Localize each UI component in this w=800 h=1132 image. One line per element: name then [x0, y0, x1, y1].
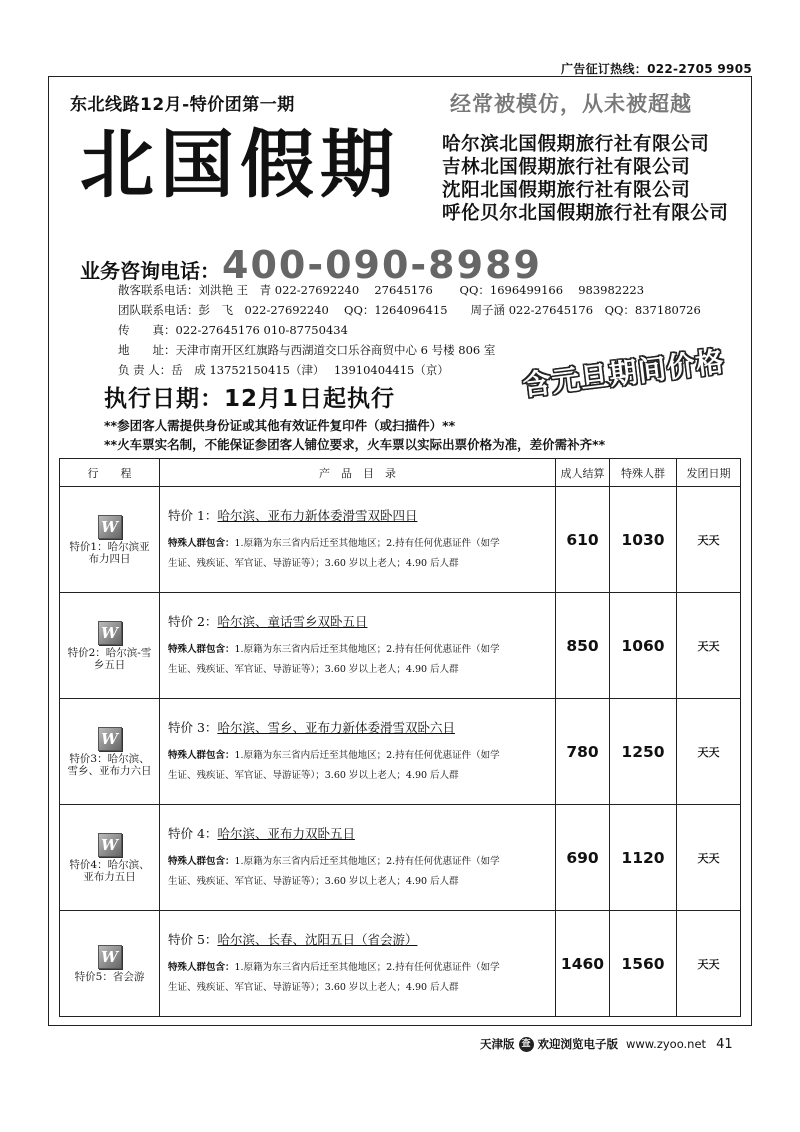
special-price: 1560 [610, 911, 677, 1017]
contact-line: 散客联系电话：刘洪艳 王 青 022-27692240 27645176 QQ：1696499166 983982223 [118, 283, 645, 297]
tour-cell[interactable] [60, 911, 160, 1017]
desc-line: 1.原籍为东三省内后迁至其他地区；2.持有任何优惠证件（如学 [234, 961, 500, 973]
col-header-product: 产 品 目 录 [160, 459, 556, 487]
product-title [168, 824, 547, 842]
product-cell [160, 593, 556, 699]
desc-line: 1.原籍为东三省内后迁至其他地区；2.持有任何优惠证件（如学 [234, 643, 500, 655]
tour-label: 特价4：哈尔滨、亚布力五日 [69, 858, 150, 883]
contact-line: 团队联系电话：彭 飞 022-27692240 QQ：1264096415 周子涵 022-27645176 QQ：837180726 [118, 303, 701, 317]
slogan: 经常被模仿，从未被超越 [450, 92, 692, 116]
product-cell [160, 487, 556, 593]
company-name: 哈尔滨北国假期旅行社有限公司 [442, 134, 710, 155]
note-line: **参团客人需提供身份证或其他有效证件复印件（或扫描件）** [104, 418, 456, 433]
word-document-icon[interactable]: W [98, 945, 122, 969]
adult-price: 610 [556, 487, 610, 593]
product-name: 哈尔滨、亚布力新体委滑雪双卧四日 [217, 507, 418, 523]
product-desc [168, 746, 547, 786]
product-desc [168, 534, 547, 574]
desc-line: 生证、残疾证、军官证、导游证等）；3.60 岁以上老人；4.90 后人群 [168, 769, 459, 781]
footer-url[interactable]: www.zyoo.net [626, 1037, 707, 1051]
product-prefix: 特价 5： [168, 931, 218, 947]
table-row [60, 593, 741, 699]
tour-cell[interactable] [60, 487, 160, 593]
product-name: 哈尔滨、长春、沈阳五日（省会游） [217, 931, 418, 947]
product-desc [168, 852, 547, 892]
adult-price: 780 [556, 699, 610, 805]
desc-label: 特殊人群包含： [168, 855, 235, 867]
adult-price: 690 [556, 805, 610, 911]
tour-cell[interactable] [60, 805, 160, 911]
product-name: 哈尔滨、雪乡、亚布力新体委滑雪双卧六日 [217, 719, 455, 735]
product-prefix: 特价 1： [168, 507, 218, 523]
adult-price: 850 [556, 593, 610, 699]
special-price: 1030 [610, 487, 677, 593]
consult-label: 业务咨询电话： [80, 259, 220, 283]
notes [104, 416, 605, 454]
desc-label: 特殊人群包含： [168, 749, 235, 761]
table-row [60, 699, 741, 805]
consult-phone[interactable]: 400-090-8989 [222, 243, 542, 287]
product-prefix: 特价 3： [168, 719, 218, 735]
page-number: 41 [716, 1036, 733, 1052]
product-title [168, 612, 547, 630]
desc-line: 1.原籍为东三省内后迁至其他地区；2.持有任何优惠证件（如学 [234, 749, 500, 761]
ad-hotline: 广告征订热线：022-2705 9905 [560, 62, 752, 76]
desc-line: 生证、残疾证、军官证、导游证等）；3.60 岁以上老人；4.90 后人群 [168, 981, 459, 993]
departure: 天天 [677, 593, 741, 699]
tour-cell[interactable] [60, 699, 160, 805]
contact-line: 传 真：022-27645176 010-87750434 [118, 323, 348, 337]
special-price: 1120 [610, 805, 677, 911]
company-list [442, 133, 729, 225]
product-title [168, 930, 547, 948]
table-header-row [60, 459, 741, 487]
tour-label: 特价5：省会游 [74, 970, 145, 983]
departure: 天天 [677, 911, 741, 1017]
tour-cell[interactable] [60, 593, 160, 699]
company-name: 吉林北国假期旅行社有限公司 [442, 157, 691, 178]
company-name: 呼伦贝尔北国假期旅行社有限公司 [442, 203, 729, 224]
desc-line: 生证、残疾证、军官证、导游证等）；3.60 岁以上老人；4.90 后人群 [168, 557, 459, 569]
tour-label: 特价1：哈尔滨亚布力四日 [69, 540, 150, 565]
tour-label: 特价2：哈尔滨-雪乡五日 [67, 646, 152, 671]
word-document-icon[interactable]: W [98, 621, 122, 645]
special-price: 1060 [610, 593, 677, 699]
issue-title: 东北线路12月-特价团第一期 [70, 95, 295, 115]
brand-name: 北国假期 [80, 122, 400, 208]
table-row [60, 805, 741, 911]
consult-line [80, 243, 542, 287]
footer-tagline: 欢迎浏览电子版 [537, 1037, 618, 1051]
desc-line: 生证、残疾证、军官证、导游证等）；3.60 岁以上老人；4.90 后人群 [168, 663, 459, 675]
product-cell [160, 911, 556, 1017]
departure: 天天 [677, 805, 741, 911]
product-name: 哈尔滨、童话雪乡双卧五日 [217, 613, 368, 629]
special-price: 1250 [610, 699, 677, 805]
product-prefix: 特价 2： [168, 613, 218, 629]
execution-date: 执行日期：12月1日起执行 [104, 386, 396, 412]
col-header-adult: 成人结算 [556, 459, 610, 487]
col-header-special: 特殊人群 [610, 459, 677, 487]
adult-price: 1460 [556, 911, 610, 1017]
desc-line: 1.原籍为东三省内后迁至其他地区；2.持有任何优惠证件（如学 [234, 537, 500, 549]
table-row [60, 487, 741, 593]
departure: 天天 [677, 487, 741, 593]
footer [480, 1036, 733, 1052]
product-desc [168, 958, 547, 998]
note-line: **火车票实名制，不能保证参团客人铺位要求，火车票以实际出票价格为准，差价需补齐** [104, 437, 606, 452]
tour-label: 特价3：哈尔滨、雪乡、亚布力六日 [67, 752, 152, 777]
word-document-icon[interactable]: W [98, 833, 122, 857]
price-stamp: 含元旦期间价格 [520, 344, 727, 403]
col-header-itinerary: 行 程 [60, 459, 160, 487]
product-desc [168, 640, 547, 680]
product-cell [160, 805, 556, 911]
desc-label: 特殊人群包含： [168, 961, 235, 973]
word-document-icon[interactable]: W [98, 727, 122, 751]
desc-label: 特殊人群包含： [168, 643, 235, 655]
product-title [168, 506, 547, 524]
footer-edition: 天津版 [480, 1037, 515, 1051]
product-title [168, 718, 547, 736]
table-row [60, 911, 741, 1017]
desc-line: 生证、残疾证、军官证、导游证等）；3.60 岁以上老人；4.90 后人群 [168, 875, 459, 887]
routes-table [59, 458, 741, 1017]
search-badge-icon: 查 [519, 1037, 534, 1052]
product-name: 哈尔滨、亚布力双卧五日 [217, 825, 355, 841]
company-name: 沈阳北国假期旅行社有限公司 [442, 180, 691, 201]
col-header-departure: 发团日期 [677, 459, 741, 487]
word-document-icon[interactable]: W [98, 515, 122, 539]
contact-line: 负 责 人：岳 成 13752150415（津） 13910404415（京） [118, 363, 449, 377]
departure: 天天 [677, 699, 741, 805]
desc-line: 1.原籍为东三省内后迁至其他地区；2.持有任何优惠证件（如学 [234, 855, 500, 867]
product-cell [160, 699, 556, 805]
desc-label: 特殊人群包含： [168, 537, 235, 549]
contact-line: 地 址：天津市南开区红旗路与西湖道交口乐谷商贸中心 6 号楼 806 室 [118, 343, 496, 357]
product-prefix: 特价 4： [168, 825, 218, 841]
